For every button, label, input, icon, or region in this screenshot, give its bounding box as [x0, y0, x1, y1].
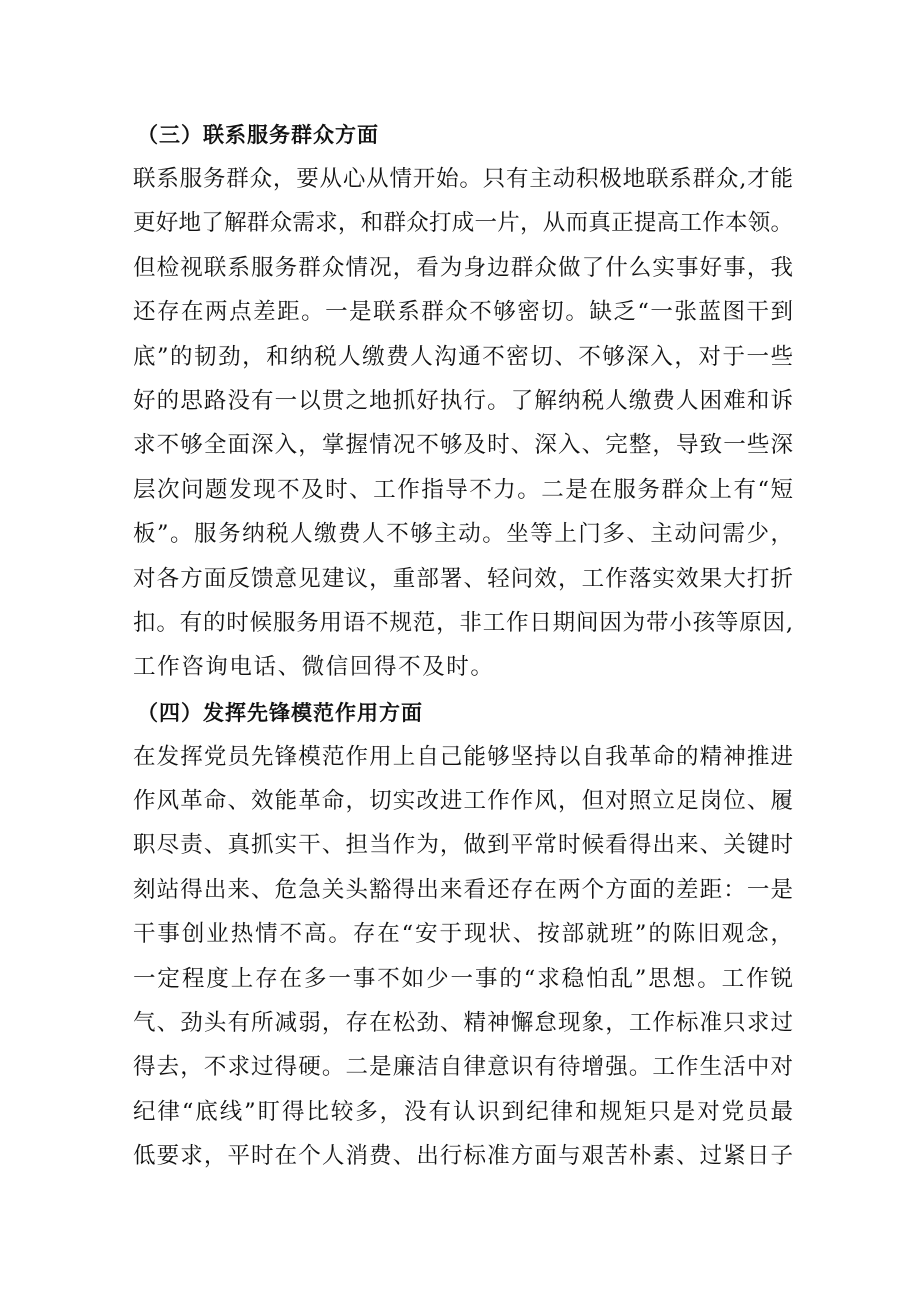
paragraph-line: 求不够全面深入，掌握情况不够及时、深入、完整，导致一些深	[133, 432, 793, 459]
paragraph-line: 联系服务群众，要从心从情开始。只有主动积极地联系群众,才能	[133, 166, 793, 192]
paragraph-line: 对各方面反馈意见建议，重部署、轻问效，工作落实效果大打折	[133, 565, 793, 592]
section-heading-4: （四）发挥先锋模范作用方面	[137, 700, 423, 725]
paragraph-line: 职尽责、真抓实干、担当作为，做到平常时候看得出来、关键时	[133, 832, 793, 859]
paragraph-line: 还存在两点差距。一是联系群众不够密切。缺乏“一张蓝图干到	[133, 299, 793, 326]
paragraph-line: 一定程度上存在多一事不如少一事的“求稳怕乱”思想。工作锐	[133, 965, 793, 992]
paragraph-line: 得去，不求过得硬。二是廉洁自律意识有待增强。工作生活中对	[133, 1054, 793, 1081]
paragraph-line: 扣。有的时候服务用语不规范，非工作日期间因为带小孩等原因,	[133, 609, 793, 636]
paragraph-line: 刻站得出来、危急关头豁得出来看还存在两个方面的差距：一是	[133, 876, 793, 903]
paragraph-line: 但检视联系服务群众情况，看为身边群众做了什么实事好事，我	[133, 254, 793, 281]
paragraph-line: 低要求，平时在个人消费、出行标准方面与艰苦朴素、过紧日子	[133, 1143, 793, 1170]
paragraph-line: 层次问题发现不及时、工作指导不力。二是在服务群众上有“短	[133, 476, 793, 503]
paragraph-line: 工作咨询电话、微信回得不及时。	[133, 654, 495, 681]
paragraph-line: 干事创业热情不高。存在“安于现状、按部就班”的陈旧观念，	[133, 921, 793, 948]
document-page	[133, 113, 793, 1179]
section-heading-3: （三）联系服务群众方面	[137, 123, 379, 147]
paragraph-line: 板”。服务纳税人缴费人不够主动。坐等上门多、主动问需少，	[133, 521, 793, 548]
section-4-body	[133, 735, 793, 1179]
paragraph-line: 更好地了解群众需求，和群众打成一片，从而真正提高工作本领。	[133, 210, 793, 237]
section-3-body	[133, 157, 793, 690]
paragraph-line: 纪律“底线”盯得比较多，没有认识到纪律和规矩只是对党员最	[133, 1098, 793, 1125]
paragraph-line: 气、劲头有所减弱，存在松劲、精神懈怠现象，工作标准只求过	[133, 1010, 793, 1037]
paragraph-line: 在发挥党员先锋模范作用上自己能够坚持以自我革命的精神推进	[133, 743, 793, 770]
paragraph-line: 底”的韧劲，和纳税人缴费人沟通不密切、不够深入，对于一些	[133, 343, 793, 370]
paragraph-line: 作风革命、效能革命，切实改进工作作风，但对照立足岗位、履	[133, 788, 793, 815]
paragraph-line: 好的思路没有一以贯之地抓好执行。了解纳税人缴费人困难和诉	[133, 387, 793, 414]
